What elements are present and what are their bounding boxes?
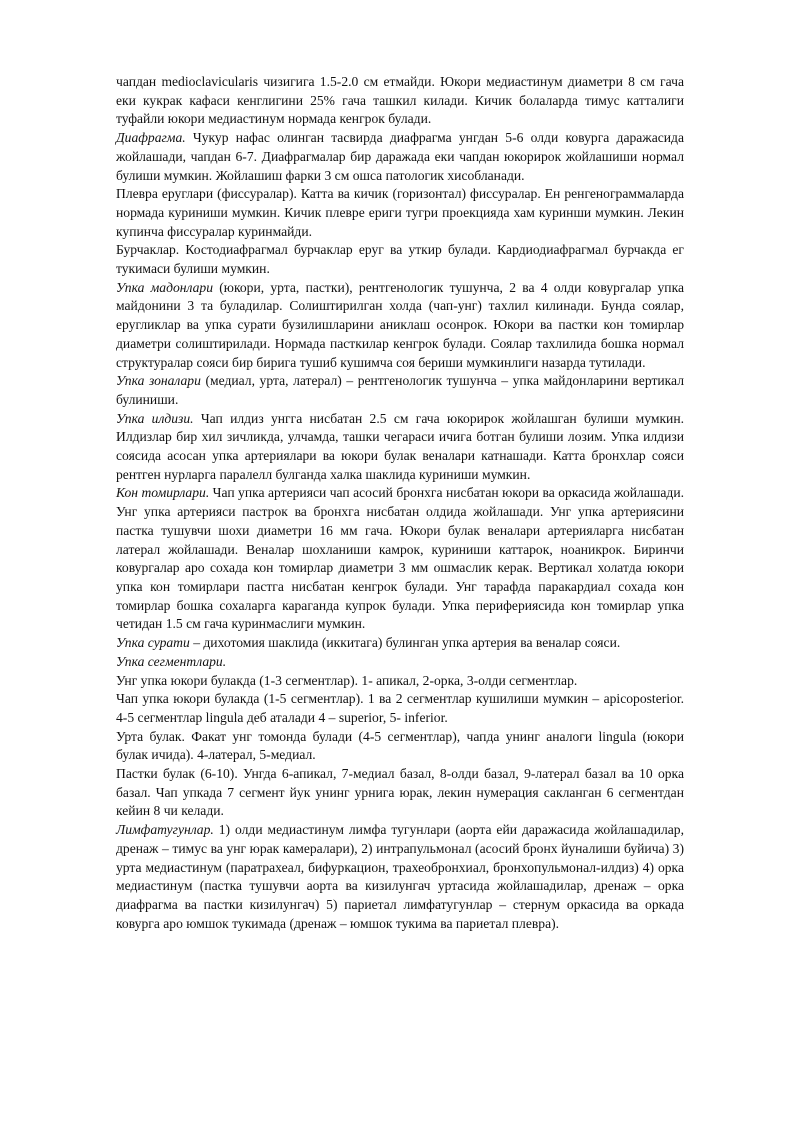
paragraph-text: Унг упка юкори булакда (1-3 сегментлар). 1- апикал, 2-орка, 3-олди сегментлар. — [116, 672, 578, 688]
paragraph-angles — [116, 241, 684, 278]
paragraph-mediastinum — [116, 73, 684, 129]
paragraph-text: Чап илдиз унгга нисбатан 2.5 см гача юкорирок жойлашган булиши мумкин. Илдизлар бир хил зичликда, улчамда, ташки чегараси ичига ботган булиши лозим. Упка илдизи соясида асосан упка артериялари ва юкори булак веналари катнашади. Катта бронхлар сояси рентген нурларга паралелл булганда халка шаклида куриниши мумкин. — [116, 410, 684, 482]
paragraph-text: Чап упка артерияси чап асосий бронхга нисбатан юкори ва оркасида жойлашади. Унг упка артерияси пастрок ва бронхга нисбатан олдида жойлашади. Унг упка артериясини пастка тушувчи шохи диаметри 16 мм гача. Юкори булак веналари артерияларга нисбатан латерал жойлашади. Веналар шохланиши камрок, куриниши каттарок, ноаникрок. Биринчи ковургалар аро сохада кон томирлар диаметри 3 мм ошмаслик керак. Вертикал холатда юкори упка кон томирлари пастга нисбатан кенгрок булади. Унг тарафда паракардиал сохада кон томирлар бошка сохаларга караганда купрок булади. Упка периферияcида кон томирлар упка четидан 1.5 см гача куринмаслиги мумкин. — [116, 485, 684, 632]
paragraph-text: Урта булак. Факат унг томонда булади (4-5 сегментлар), чапда унинг аналоги lingula (юкори булак ичида). 4-латерал, 5-медиал. — [116, 728, 684, 763]
paragraph-text: Чукур нафас олинган тасвирда диафрагма унгдан 5-6 олди ковурга даражасида жойлашади, чапдан 6-7. Диафрагмалар бир даражада еки чапдан юкорирок жойлашиши нормал булиши мумкин. Жойлашиш фарки 3 см ошса патологик хисобланади. — [116, 130, 684, 183]
paragraph-text: чапдан medioclavicularis чизигига 1.5-2.0 см етмайди. Юкори медиастинум диаметри 8 см гача еки кукрак кафаси кенглигини 25% гача ташкил килади. Кичик болаларда тимус катталиги туфайли юкори медиастинум нормада кенгрок булади. — [116, 74, 684, 127]
paragraph-lower-lobe — [116, 765, 684, 821]
paragraph-text: Плевра еруглари (фиссуралар). Катта ва кичик (горизонтал) фиссуралар. Ен ренгенограммаларда нормада куриниши мумкин. Кичик плевре ериги тугри проекцияда хам куринши мумкин. Лекин купинча фиссуралар куринмайди. — [116, 186, 684, 239]
paragraph-text: (медиал, урта, латерал) – рентгенологик тушунча – упка майдонларини вертикал булиниши. — [116, 373, 684, 407]
paragraph-segments-heading — [116, 653, 684, 672]
paragraph-heading: Лимфатугунлар. — [116, 822, 214, 838]
paragraph-diaphragm — [116, 129, 684, 185]
paragraph-text: Бурчаклар. Костодиафрагмал бурчаклар еруг ва уткир булади. Кардиодиафрагмал бурчакда ег тукимаси булиши мумкин. — [116, 242, 684, 277]
paragraph-lung-pattern — [116, 634, 684, 653]
paragraph-text: Чап упка юкори булакда (1-5 сегментлар). 1 ва 2 сегментлар кушилиши мумкин – apicoposterior. 4-5 сегментлар lingula деб аталади 4 – superior, 5- inferior. — [116, 691, 684, 725]
paragraph-heading: Упка илдизи. — [116, 410, 194, 426]
paragraph-heading: Упка сегментлари. — [116, 653, 227, 669]
paragraph-middle-lobe — [116, 728, 684, 765]
paragraph-text: – дихотомия шаклида (иккитага) булинган упка артерия ва веналар сояси. — [189, 635, 621, 651]
paragraph-heading: Кон томирлари. — [116, 485, 210, 501]
paragraph-fissures — [116, 185, 684, 241]
paragraph-lung-zones — [116, 372, 684, 409]
paragraph-lung-fields — [116, 279, 684, 373]
paragraph-heading: Упка мадонлари — [116, 279, 214, 295]
paragraph-lymph-nodes — [116, 821, 684, 933]
paragraph-text: Пастки булак (6-10). Унгда 6-апикал, 7-медиал базал, 8-олди базал, 9-латерал базал ва 10 орка базал. Чап упкада 7 сегмент йук унинг урнига юрак, лекин нумерация сакланган 6 сегментдан кейин 8 чи келади. — [116, 766, 684, 819]
paragraph-text: (юкори, урта, пастки), рентгенологик тушунча, 2 ва 4 олди ковургалар упка майдонини 3 та буладилар. Солиштирилган холда (чап-унг) тахлил килинади. Бунда соялар, еругликлар ва упка сурати бузилишларини аниклаш осонрок. Юкори ва пастки кон томирлар диаметри солиштирилади. Нормада пасткилар кенгрок булади. Соялар тахлилида бошка нормал структуралар сояси бир бирига тушиб кушимча соя бериши мумкинлиги назарда тутилади. — [116, 279, 685, 370]
paragraph-lung-root — [116, 410, 684, 485]
paragraph-text: 1) олди медиастинум лимфа тугунлари (аорта ейи даражасида жойлашадилар, дренаж – тимус ва унг юрак камералари), 2) интрапульмонал (асосий бронх йуналиши буйича) 3) урта медиастинум (паратрахеал, бифуркацион, трахеобронхиал, бронхопульмонал-илдиз) 4) орка медиастинум (пастка тушувчи аорта ва кизилунгач уртасида жойлашадилар, дренаж – орка диафрагма ва пастки кизилунгач) 5) париетал лимфатугунлар – стернум оркасида ва оркада ковурга аро юмшок тукимада (дренаж – юмшок тукима ва париетал плевра). — [116, 822, 684, 931]
paragraph-vessels — [116, 484, 684, 634]
paragraph-left-upper-lobe — [116, 690, 684, 727]
paragraph-heading: Упка сурати — [116, 635, 190, 651]
paragraph-right-upper-lobe — [116, 672, 684, 691]
paragraph-heading: Диафрагма. — [116, 130, 186, 146]
document-page — [116, 73, 684, 933]
paragraph-heading: Упка зоналари — [116, 373, 201, 389]
